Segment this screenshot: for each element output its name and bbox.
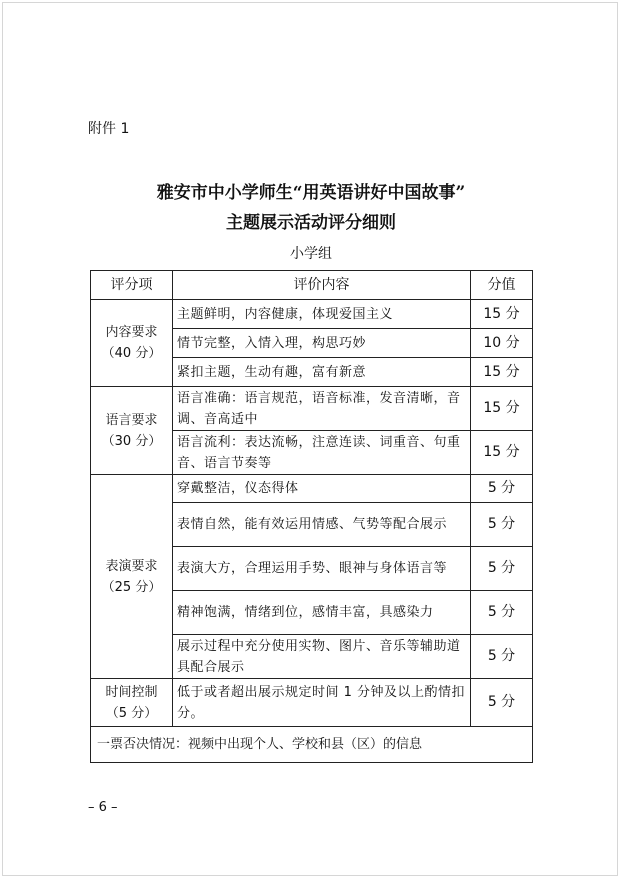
criterion-score: 15 分	[471, 300, 533, 329]
criterion-score: 5 分	[471, 503, 533, 547]
table-row	[91, 300, 533, 329]
criterion-text: 紧扣主题，生动有趣，富有新意	[173, 358, 471, 387]
category-cell-content	[91, 300, 173, 387]
criterion-score: 5 分	[471, 547, 533, 591]
criterion-score: 5 分	[471, 679, 533, 727]
category-name: 时间控制	[105, 684, 158, 700]
document-title-line-1: 雅安市中小学师生“用英语讲好中国故事”	[156, 183, 466, 203]
group-label: 小学组	[290, 246, 332, 262]
table-row	[91, 679, 533, 727]
header-category: 评分项	[91, 271, 173, 300]
category-name: 表演要求	[105, 558, 158, 574]
category-cell-language	[91, 387, 173, 475]
category-points: （25 分）	[101, 579, 162, 595]
category-points: （30 分）	[101, 433, 162, 449]
page-number: – 6 –	[88, 800, 118, 815]
criterion-text: 穿戴整洁，仪态得体	[173, 475, 471, 503]
scoring-table	[90, 270, 533, 763]
criterion-text: 表演大方，合理运用手势、眼神与身体语言等	[173, 547, 471, 591]
table-row	[91, 387, 533, 431]
veto-row	[91, 727, 533, 763]
criterion-score: 5 分	[471, 591, 533, 635]
criterion-text: 表情自然，能有效运用情感、气势等配合展示	[173, 503, 471, 547]
criterion-text: 语言流利：表达流畅，注意连读、词重音、句重音、语言节奏等	[173, 431, 471, 475]
table-header-row	[91, 271, 533, 300]
document-title-line-2: 主题展示活动评分细则	[226, 213, 396, 233]
criterion-score: 10 分	[471, 329, 533, 358]
criterion-text: 主题鲜明，内容健康，体现爱国主义	[173, 300, 471, 329]
criterion-score: 15 分	[471, 358, 533, 387]
criterion-text: 精神饱满，情绪到位，感情丰富，具感染力	[173, 591, 471, 635]
header-content: 评价内容	[173, 271, 471, 300]
category-cell-time	[91, 679, 173, 727]
criterion-score: 5 分	[471, 635, 533, 679]
header-score: 分值	[471, 271, 533, 300]
category-name: 内容要求	[105, 325, 158, 340]
criterion-text: 语言准确：语言规范，语音标准，发音清晰，音调、音高适中	[173, 387, 471, 431]
criterion-text: 情节完整，入情入理，构思巧妙	[173, 329, 471, 358]
veto-text: 一票否决情况：视频中出现个人、学校和县（区）的信息	[91, 727, 533, 763]
criterion-score: 15 分	[471, 431, 533, 475]
criterion-score: 5 分	[471, 475, 533, 503]
criterion-text: 低于或者超出展示规定时间 1 分钟及以上酌情扣分。	[173, 679, 471, 727]
table-row	[91, 475, 533, 503]
category-points: （5 分）	[105, 705, 158, 721]
category-points: （40 分）	[101, 346, 162, 361]
criterion-text: 展示过程中充分使用实物、图片、音乐等辅助道具配合展示	[173, 635, 471, 679]
attachment-label: 附件 1	[88, 121, 130, 137]
category-cell-performance	[91, 475, 173, 679]
criterion-score: 15 分	[471, 387, 533, 431]
category-name: 语言要求	[105, 412, 158, 428]
